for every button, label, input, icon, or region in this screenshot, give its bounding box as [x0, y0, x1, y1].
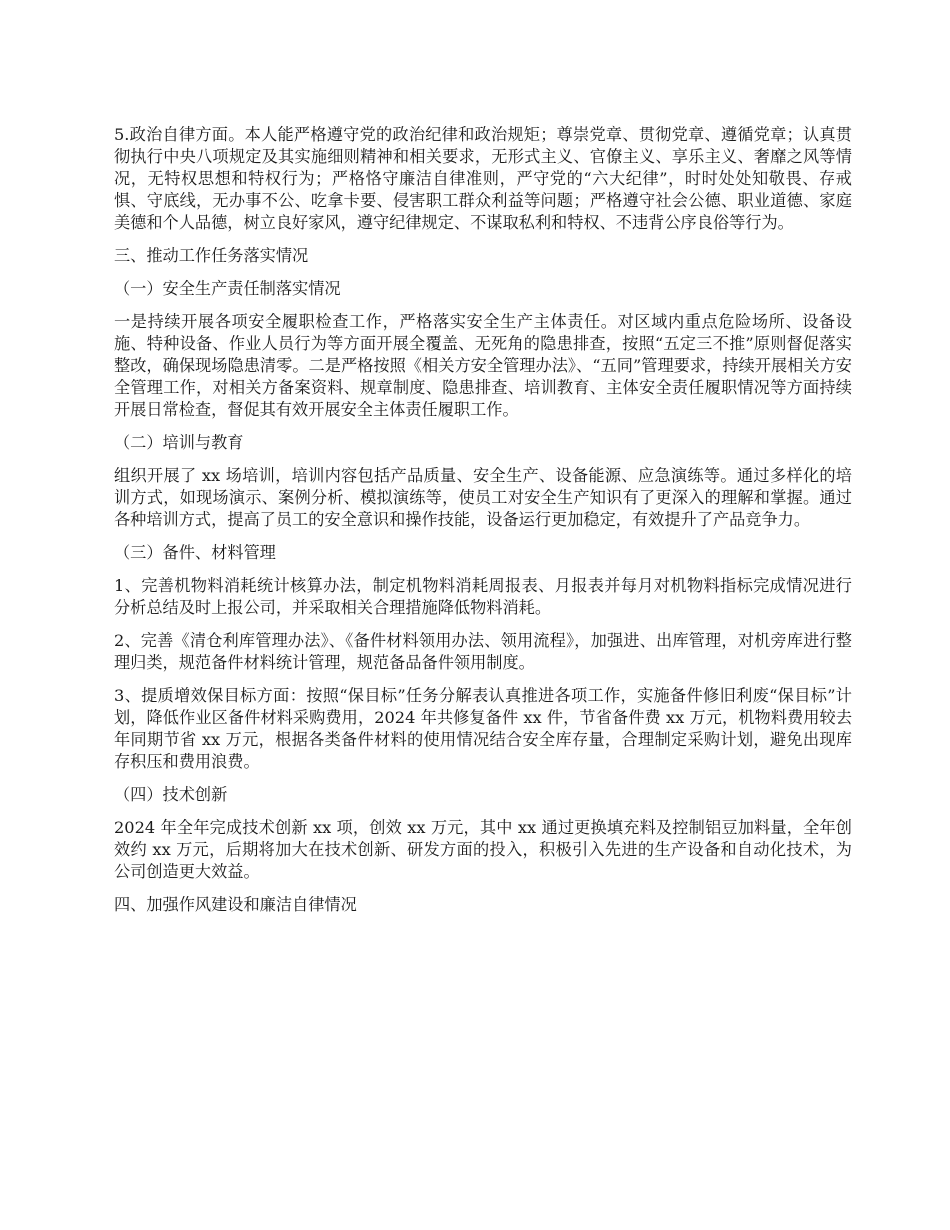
document-page — [114, 124, 852, 927]
subheading-safety-responsibility: （一）安全生产责任制落实情况 — [114, 279, 341, 298]
paragraph-spare-parts-3: 3、提质增效保目标方面：按照“保目标”任务分解表认真推进各项工作，实施备件修旧利废“保目标”计划，降低作业区备件材料采购费用，2024 年共修复备件 xx 件，节省备件费 xx 万元，机物料费用较去年同期节省 xx 万元，根据各类备件材料的使用情况结合安全库存量，合理制定采购计划，避免出现库存积压和费用浪费。 — [114, 686, 852, 771]
paragraph-political-self-discipline: 5.政治自律方面。本人能严格遵守党的政治纪律和政治规矩；尊崇党章、贯彻党章、遵循党章；认真贯彻执行中央八项规定及其实施细则精神和相关要求，无形式主义、官僚主义、享乐主义、奢靡之风等情况，无特权思想和特权行为；严格恪守廉洁自律准则，严守党的“六大纪律”，时时处处知敬畏、存戒惧、守底线，无办事不公、吃拿卡要、侵害职工群众利益等问题；严格遵守社会公德、职业道德、家庭美德和个人品德，树立良好家风，遵守纪律规定、不谋取私利和特权、不违背公序良俗等行为。 — [114, 125, 852, 232]
paragraph-spare-parts-1: 1、完善机物料消耗统计核算办法，制定机物料消耗周报表、月报表并每月对机物料指标完成情况进行分析总结及时上报公司，并采取相关合理措施降低物料消耗。 — [114, 576, 852, 617]
section-heading-work-style: 四、加强作风建设和廉洁自律情况 — [114, 895, 357, 914]
section-heading-work-tasks: 三、推动工作任务落实情况 — [114, 246, 309, 265]
paragraph-tech-innovation: 2024 年全年完成技术创新 xx 项，创效 xx 万元，其中 xx 通过更换填充料及控制铝豆加料量，全年创效约 xx 万元，后期将加大在技术创新、研发方面的投入，积极引入先进的生产设备和自动化技术，为公司创造更大效益。 — [114, 818, 852, 881]
paragraph-training: 组织开展了 xx 场培训，培训内容包括产品质量、安全生产、设备能源、应急演练等。通过多样化的培训方式，如现场演示、案例分析、模拟演练等，使员工对安全生产知识有了更深入的理解和掌握。通过各种培训方式，提高了员工的安全意识和操作技能，设备运行更加稳定，有效提升了产品竞争力。 — [114, 466, 852, 529]
subheading-spare-parts: （三）备件、材料管理 — [114, 543, 276, 562]
paragraph-spare-parts-2: 2、完善《清仓利库管理办法》、《备件材料领用办法、领用流程》，加强进、出库管理，对机旁库进行整理归类，规范备件材料统计管理，规范备品备件领用制度。 — [114, 631, 852, 672]
paragraph-safety-responsibility: 一是持续开展各项安全履职检查工作，严格落实安全生产主体责任。对区域内重点危险场所、设备设施、特种设备、作业人员行为等方面开展全覆盖、无死角的隐患排查，按照“五定三不推”原则督促落实整改，确保现场隐患清零。二是严格按照《相关方安全管理办法》、“五同”管理要求，持续开展相关方安全管理工作，对相关方备案资料、规章制度、隐患排查、培训教育、主体安全责任履职情况等方面持续开展日常检查，督促其有效开展安全主体责任履职工作。 — [114, 312, 852, 419]
subheading-tech-innovation: （四）技术创新 — [114, 785, 228, 804]
subheading-training: （二）培训与教育 — [114, 433, 244, 452]
